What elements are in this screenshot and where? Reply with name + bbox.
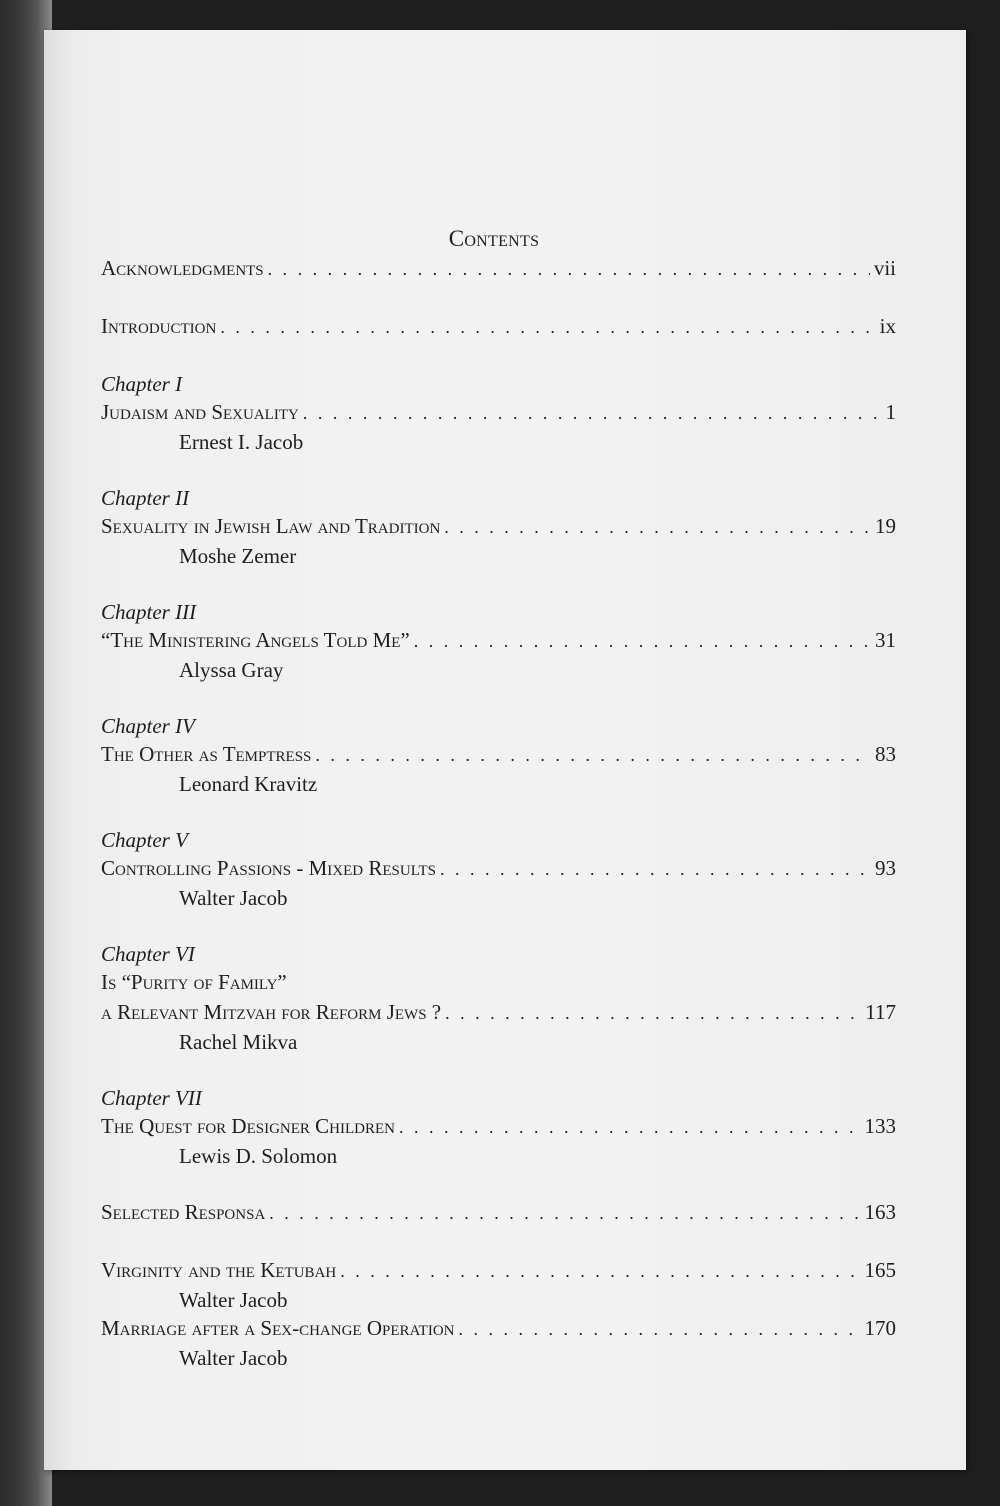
dot-leader (269, 1203, 860, 1224)
book-page (44, 30, 966, 1470)
toc-entry-label: Judaism and Sexuality (101, 400, 299, 424)
toc-entry-label: Controlling Passions - Mixed Results (101, 856, 436, 880)
toc-page-number: 165 (864, 1258, 896, 1282)
chapter-author: Walter Jacob (179, 886, 288, 910)
toc-entry-chapter-4[interactable] (101, 742, 896, 772)
dot-leader (445, 1003, 861, 1024)
toc-entry-chapter-6-line1[interactable] (101, 970, 896, 1000)
toc-entry-label: Introduction (101, 314, 217, 338)
toc-entry-chapter-2[interactable] (101, 514, 896, 544)
chapter-number: Chapter II (101, 486, 190, 510)
toc-entry-label: a Relevant Mitzvah for Reform Jews ? (101, 1000, 442, 1024)
chapter-author: Leonard Kravitz (179, 772, 318, 796)
chapter-number: Chapter I (101, 372, 183, 396)
chapter-number: Chapter V (101, 828, 188, 852)
toc-entry-chapter-1[interactable] (101, 400, 896, 430)
chapter-number: Chapter VI (101, 942, 195, 966)
responsum-author: Walter Jacob (179, 1288, 288, 1312)
toc-entry-label: The Quest for Designer Children (101, 1114, 395, 1138)
toc-entry-selected-responsa[interactable] (101, 1200, 896, 1230)
dot-leader (440, 859, 871, 880)
dot-leader (303, 403, 882, 424)
toc-entry-introduction[interactable] (101, 314, 896, 344)
toc-entry-chapter-5[interactable] (101, 856, 896, 886)
toc-entry-chapter-6[interactable] (101, 1000, 896, 1030)
chapter-number: Chapter IV (101, 714, 195, 738)
toc-entry-label: Virginity and the Ketubah (101, 1258, 337, 1282)
toc-page-number: 133 (864, 1114, 896, 1138)
toc-entry-label: Sexuality in Jewish Law and Tradition (101, 514, 441, 538)
dot-leader (414, 631, 871, 652)
toc-page-number: 1 (885, 400, 896, 424)
dot-leader (340, 1261, 860, 1282)
toc-entry-responsum-1[interactable] (101, 1258, 896, 1288)
toc-page-number: vii (873, 256, 896, 280)
dot-leader (315, 745, 871, 766)
chapter-author: Moshe Zemer (179, 544, 297, 568)
page-title: Contents (448, 226, 540, 251)
chapter-author: Ernest I. Jacob (179, 430, 304, 454)
chapter-number: Chapter III (101, 600, 197, 624)
chapter-author: Alyssa Gray (179, 658, 284, 682)
responsum-author: Walter Jacob (179, 1346, 288, 1370)
toc-page-number: 83 (875, 742, 896, 766)
toc-page-number: 93 (875, 856, 896, 880)
dot-leader (444, 517, 871, 538)
chapter-author: Rachel Mikva (179, 1030, 298, 1054)
toc-entry-label: Acknowledgments (101, 256, 264, 280)
dot-leader (399, 1117, 861, 1138)
toc-entry-label: “The Ministering Angels Told Me” (101, 628, 410, 652)
toc-page-number: 31 (875, 628, 896, 652)
toc-entry-chapter-3[interactable] (101, 628, 896, 658)
dot-leader (459, 1319, 861, 1340)
toc-page-number: 117 (865, 1000, 896, 1024)
dot-leader (268, 259, 870, 280)
toc-page-number: 163 (864, 1200, 896, 1224)
toc-entry-label: The Other as Temptress (101, 742, 312, 766)
dot-leader (220, 317, 875, 338)
toc-entry-responsum-2[interactable] (101, 1316, 896, 1346)
chapter-author: Lewis D. Solomon (179, 1144, 338, 1168)
toc-page-number: 19 (875, 514, 896, 538)
chapter-number: Chapter VII (101, 1086, 202, 1110)
toc-entry-label: Is “Purity of Family” (101, 970, 287, 994)
toc-page-number: ix (879, 314, 896, 338)
toc-entry-acknowledgments[interactable] (101, 256, 896, 286)
toc-entry-chapter-7[interactable] (101, 1114, 896, 1144)
toc-page-number: 170 (864, 1316, 896, 1340)
toc-entry-label: Marriage after a Sex-change Operation (101, 1316, 455, 1340)
toc-entry-label: Selected Responsa (101, 1200, 266, 1224)
